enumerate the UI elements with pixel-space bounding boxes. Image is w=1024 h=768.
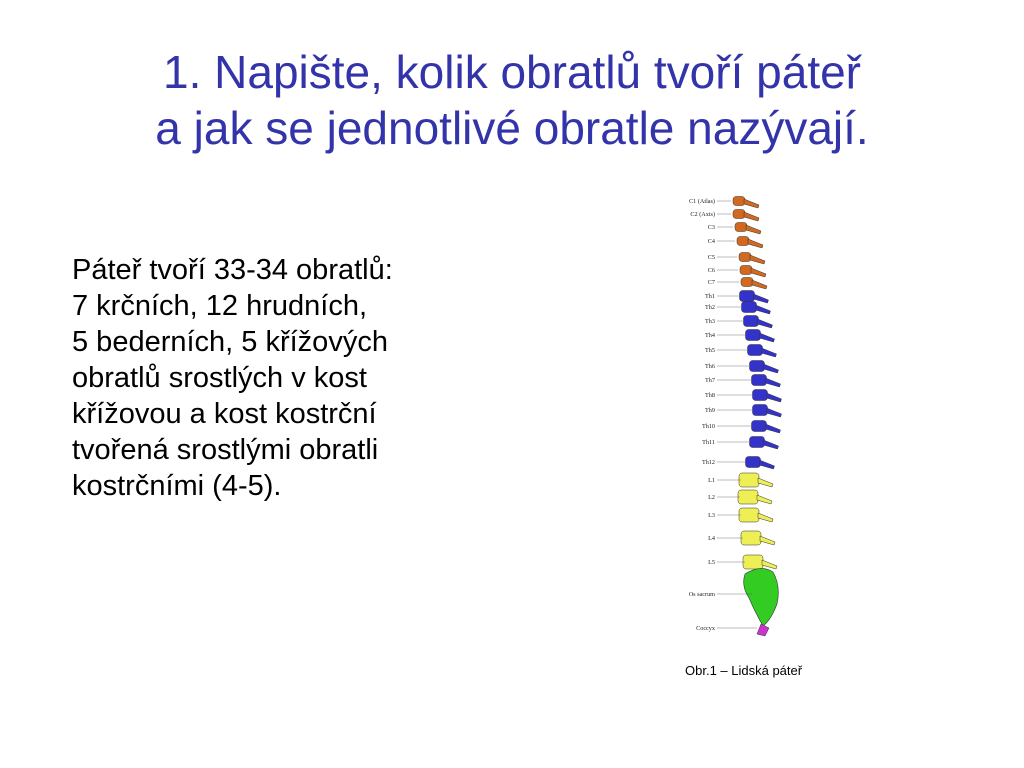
vertebra [739,473,773,487]
body-line: obratlů srostlých v kost [72,362,367,394]
spine-label: Th10 [701,423,715,430]
vertebra [743,555,777,569]
spine-label: C3 [707,224,715,231]
vertebra [746,330,775,343]
figure-caption: Obr.1 – Lidská páteř [685,663,803,678]
spine-label: C7 [707,279,715,286]
vertebra [739,253,765,265]
spine-label: Th6 [705,363,715,370]
vertebra [738,490,772,504]
vertebra [737,237,763,249]
body-line: 7 krčních, 12 hrudních, [72,290,367,322]
vertebra [735,223,761,235]
spine-label: Th8 [705,392,715,399]
spine-label: L1 [708,477,715,484]
spine-label: L2 [708,494,715,501]
vertebra [750,437,779,450]
spine-figure [665,190,805,642]
spine-label: Th7 [705,377,715,384]
coccyx-shape [757,624,769,636]
vertebra [739,508,773,522]
spine-label: C6 [707,267,715,274]
vertebra [742,302,771,315]
spine-label: Th2 [705,304,715,311]
vertebra [752,421,781,434]
slide-title [20,44,1004,156]
spine-label: C4 [707,238,715,245]
sacrum-shape [744,568,779,626]
spine-label: Th4 [705,332,715,339]
spine-label: C5 [707,254,715,261]
title-line-1: 1. Napište, kolik obratlů tvoří páteř [163,46,861,98]
vertebra [748,345,777,358]
vertebra [753,390,782,403]
vertebra [740,291,769,304]
spine-label: Th3 [705,318,715,325]
spine-label: Th9 [705,407,715,414]
spine-label: Coccyx [696,625,715,632]
vertebra [741,531,775,545]
body-line: Páteř tvoří 33-34 obratlů: [72,254,393,286]
vertebra [753,405,782,418]
spine-label: C1 (Atlas) [689,198,715,205]
spine-label: Os sacrum [688,591,715,598]
vertebra [733,197,759,209]
vertebra [744,316,773,329]
vertebra [752,375,781,388]
title-line-2: a jak se jednotlivé obratle nazývají. [155,102,869,154]
body-line: tvořená srostlými obratli [72,434,379,466]
body-text [72,252,542,504]
vertebra [746,457,775,470]
spine-label: L3 [708,512,715,519]
spine-label: L4 [708,535,715,542]
spine-label: Th5 [705,347,715,354]
body-line: křížovou a kost kostrční [72,398,377,430]
spine-label: Th1 [705,293,715,300]
spine-label: L5 [708,559,715,566]
spine-illustration [665,190,805,642]
vertebra [741,278,767,290]
spine-label: Th12 [701,459,715,466]
body-line: kostrčními (4-5). [72,470,282,502]
vertebra [733,210,759,222]
spine-label: Th11 [702,439,715,446]
body-line: 5 bederních, 5 křížových [72,326,388,358]
spine-label: C2 (Axis) [690,211,715,218]
vertebra [740,266,766,278]
vertebra [750,361,779,374]
